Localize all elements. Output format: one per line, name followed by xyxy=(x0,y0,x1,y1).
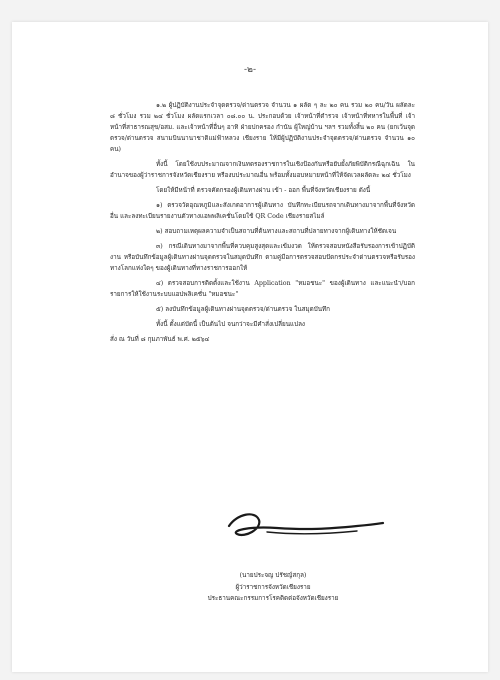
signature-block xyxy=(188,570,358,605)
duty-item-5: ๕) ลงบันทึกข้อมูลผู้เดินทางผ่านจุดตรวจ/ด่านตรวจ ในสมุดบันทึก xyxy=(156,306,330,313)
duty-item-3: ๓) กรณีเดินทางมาจากพื้นที่ควบคุมสูงสุดและเข้มงวด ให้ตรวจสอบหนังสือรับรองการเข้าปฏิบัติงาน หรือบันทึกข้อมูลผู้เดินทางผ่านจุดตรวจในสมุดบันทึก ตามคู่มือการตรวจสอบปัดกรประจำด่านตรวจหรือรับรองทางโลกแห่งใดๆ ของผู้เดินทางที่ทางราชการออกให้ xyxy=(110,243,415,272)
paragraph-budget: ทั้งนี้ โดยใช้งบประมาณจากเงินทดรองราชการในเชิงป้องกันหรือยับยั้งภัยพิบัติกรณีฉุกเฉิน ในอำนาจของผู้ว่าราชการจังหวัดเชียงราย หรืองบประมาณอื่น พร้อมทั้งมอบหมายหน้าที่ให้จัดเวลผลัดละ ๒๔ ชั่วโมง xyxy=(110,161,415,179)
page-number: -๒- xyxy=(243,65,256,75)
order-date: สั่ง ณ วันที่ ๘ กุมภาพันธ์ พ.ศ. ๒๕๖๔ xyxy=(110,336,210,343)
paragraph-duties-intro: โดยให้มีหน้าที่ ตรวจคัดกรองผู้เดินทางผ่าน เข้า - ออก พื้นที่จังหวัดเชียงราย ดังนี้ xyxy=(156,187,371,194)
document-page xyxy=(12,22,488,672)
effective-clause: ทั้งนี้ ตั้งแต่บัดนี้ เป็นต้นไป จนกว่าจะมีคำสั่งเปลี่ยนแปลง xyxy=(156,321,306,328)
signatory-position: ผู้ว่าราชการจังหวัดเชียงราย xyxy=(235,583,311,591)
duty-item-1: ๑) ตรวจวัดอุณหภูมิและสังเกตอาการผู้เดินทาง บันทึกทะเบียนรถจากเดินทางมาจากพื้นที่จังหวัดอื่น และลงทะเบียนรายงานตัวทางแอพพลิเคชั่นโดยใช้ QR Code เชียงรายสไมล์ xyxy=(110,202,415,220)
document-body xyxy=(110,100,415,349)
paragraph-staffing: ๑.๒ ผู้ปฏิบัติงานประจำจุดตรวจ/ด่านตรวจ จำนวน ๑ ผลัด ๆ ละ ๒๐ คน รวม ๒๐ คน/วัน ผลัดละ ๘ ชั่วโมง รวม ๒๔ ชั่วโมง ผลัดแรกเวลา ๐๘.๐๐ น. ประกอบด้วย เจ้าหน้าที่ตำรวจ เจ้าหน้าที่ทหารในพื้นที่ เจ้าหน้าที่สาธารณสุข/อสม. และเจ้าหน้าที่อื่นๆ อาทิ ฝ่ายปกครอง กำนัน ผู้ใหญ่บ้าน ฯลฯ รวมทั้งสิ้น ๒๐ คน (ยกเว้นจุดตรวจ/ด่านตรวจ สนามบินนานาชาติแม่ฟ้าหลวง เชียงราย ให้มีผู้ปฏิบัติงานประจำจุดตรวจ/ด่านตรวจ จำนวน ๑๐ คน) xyxy=(110,102,415,153)
handwritten-signature xyxy=(207,504,407,544)
signatory-committee: ประธานคณะกรรมการโรคติดต่อจังหวัดเชียงราย xyxy=(207,595,339,602)
signatory-name: (นายประจญ ปรัชญ์สกุล) xyxy=(239,572,307,579)
duty-item-2: ๒) สอบถามเหตุผลความจำเป็นสถานที่ต้นทางและสถานที่ปลายทางจากผู้เดินทางให้ชัดเจน xyxy=(156,228,397,235)
duty-item-4: ๔) ตรวจสอบการติดตั้งและใช้งาน Application "หมอชนะ" ของผู้เดินทาง และแนะนำ/บอกรายการให้ใช้งานระบบแอปพลิเคชั่น "หมอชนะ" xyxy=(110,280,415,298)
